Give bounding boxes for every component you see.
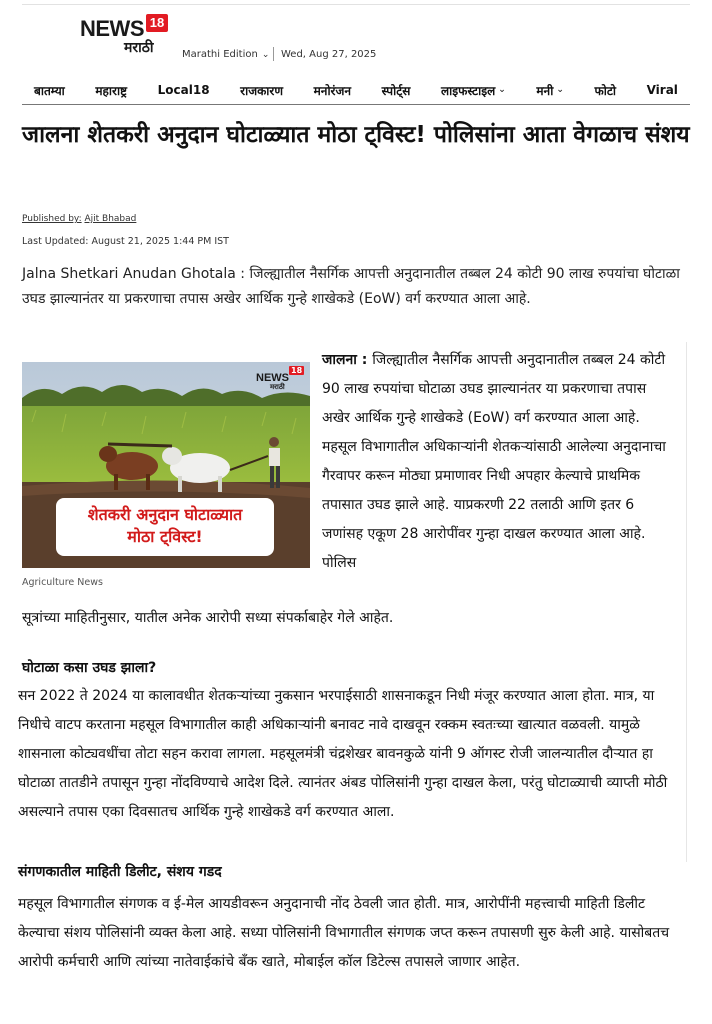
nav-item-4[interactable]: [314, 82, 351, 99]
chevron-down-icon: ⌄: [556, 85, 564, 95]
nav-item-5[interactable]: [382, 82, 411, 99]
lede-english: Jalna Shetkari Anudan Ghotala :: [22, 266, 250, 282]
byline: [22, 214, 136, 224]
subheading-2: संगणकातील माहिती डिलीट, संशय गडद: [18, 864, 222, 880]
logo-number: 18: [146, 14, 168, 32]
published-by-label: Published by:: [22, 214, 82, 224]
nav-item-1[interactable]: [95, 82, 127, 99]
main-nav: [22, 76, 690, 104]
edition-selector[interactable]: [182, 49, 269, 60]
paragraph-1-text: जिल्ह्यातील नैसर्गिक आपत्ती अनुदानातील तब्बल 24 कोटी 90 लाख रुपयांचा घोटाळा उघड झाल्यानंतर या प्रकरणाचा तपास अखेर आर्थिक गुन्हे शाखेकडे (EoW) वर्ग करण्यात आला आहे. महसूल विभागातील अधिकाऱ्यांनी शेतकऱ्यांसाठी आलेल्या अनुदानाचा गैरवापर करून मोठ्या प्रमाणावर निधी अपहार केल्याचे प्राथमिक तपासात उघड झाले आहे. याप्रकरणी 22 तलाठी आणि इतर 6 जणांसह एकूण 28 आरोपींवर गुन्हा दाखल करण्यात आला आहे. पोलिस: [322, 352, 666, 571]
edition-label: Marathi Edition: [182, 49, 258, 60]
nav-item-9[interactable]: [647, 83, 678, 97]
image-overlay-label: [56, 498, 274, 556]
current-date: Wed, Aug 27, 2025: [281, 49, 377, 60]
nav-item-6[interactable]: [441, 82, 506, 99]
nav-item-7[interactable]: [536, 82, 564, 99]
chevron-down-icon: ⌄: [261, 49, 270, 60]
header-separator: [273, 47, 274, 61]
article-paragraph-2: सन 2022 ते 2024 या कालावधीत शेतकऱ्यांच्या नुकसान भरपाईसाठी शासनाकडून निधी मंजूर करण्यात आला होता. मात्र, या निधीचे वाटप करताना महसूल विभागातील काही अधिकाऱ्यांनी बनावट नावे दाखवून रक्कम स्वतःच्या खात्यात वळवली. यामुळे शासनाला कोट्यवधींचा तोटा सहन करावा लागला. महसूलमंत्री चंद्रशेखर बावनकुळे यांनी 9 ऑगस्ट रोजी जालन्यातील दौऱ्यात हा घोटाळा तातडीने तपासून गुन्हा नोंदविण्याचे आदेश दिले. त्यानंतर अंबड पोलिसांनी गुन्हा दाखल केला, परंतु घोटाळ्याची व्याप्ती मोठी असल्याने तपास एका दिवसातच आर्थिक गुन्हे शाखेकडे वर्ग करण्यात आला.: [18, 688, 668, 820]
article-image[interactable]: [22, 362, 310, 568]
article-paragraph-3: महसूल विभागातील संगणक व ई-मेल आयडीवरून अनुदानाची नोंद ठेवली जात होती. मात्र, आरोपींनी महत्त्वाची माहिती डिलीट केल्याचा संशय पोलिसांनी व्यक्त केला आहे. सध्या पोलिसांनी विभागातील संगणक जप्त करून तपासणी सुरु केली आहे. यासोबतच आरोपी कर्मचारी आणि त्यांच्या नातेवाईकांचे बँक खाते, मोबाईल कॉल डिटेल्स तपासले जाणार आहेत.: [18, 896, 670, 970]
nav-item-3[interactable]: [240, 82, 283, 99]
nav-item-label: मनोरंजन: [313, 83, 352, 98]
nav-item-2[interactable]: [158, 83, 210, 97]
overlay-line-2: मोठा ट्विस्ट!: [127, 527, 203, 546]
nav-divider: [22, 104, 690, 105]
nav-item-0[interactable]: [34, 82, 65, 99]
logo-text: NEWS: [80, 16, 144, 41]
article-paragraph-1-tail: सूत्रांच्या माहितीनुसार, यातील अनेक आरोपी सध्या संपर्काबाहेर गेले आहेत.: [22, 610, 394, 626]
nav-item-label: राजकारण: [240, 83, 284, 98]
nav-item-8[interactable]: [594, 82, 616, 99]
overlay-line-1: शेतकरी अनुदान घोटाळ्यात: [87, 505, 243, 524]
nav-item-label: फोटो: [594, 83, 616, 98]
image-watermark-logo: NEWS18 मराठी: [256, 366, 303, 391]
nav-item-label: स्पोर्ट्स: [381, 83, 411, 98]
top-divider: [22, 4, 690, 5]
dateline: जालना :: [322, 352, 373, 368]
lede-marathi: जिल्ह्यातील नैसर्गिक आपत्ती अनुदानातील तब्बल 24 कोटी 90 लाख रुपयांचा घोटाळा उघड झाल्यानंतर या प्रकरणाचा तपास अखेर आर्थिक गुन्हे शाखेकडे (EoW) वर्ग करण्यात आला आहे.: [22, 266, 680, 307]
site-logo[interactable]: [80, 12, 170, 60]
image-caption: Agriculture News: [22, 577, 103, 588]
author-link[interactable]: Ajit Bhabad: [84, 214, 137, 224]
article-lede: [22, 262, 688, 312]
nav-item-label: Viral: [646, 83, 678, 97]
article-paragraph-1: [322, 346, 674, 578]
chevron-down-icon: ⌄: [498, 85, 506, 95]
article-headline: जालना शेतकरी अनुदान घोटाळ्यात मोठा ट्विस्ट! पोलिसांना आता वेगळाच संशय: [22, 122, 690, 148]
nav-item-label: लाइफस्टाइल: [440, 83, 496, 98]
subheading-1: घोटाळा कसा उघड झाला?: [22, 660, 157, 676]
nav-item-label: बातम्या: [34, 83, 65, 98]
nav-item-label: महाराष्ट्र: [95, 83, 128, 98]
logo-subtitle: मराठी: [124, 40, 154, 56]
last-updated: Last Updated: August 21, 2025 1:44 PM IST: [22, 236, 229, 247]
nav-item-label: मनी: [536, 83, 554, 98]
nav-item-label: Local18: [157, 83, 210, 97]
